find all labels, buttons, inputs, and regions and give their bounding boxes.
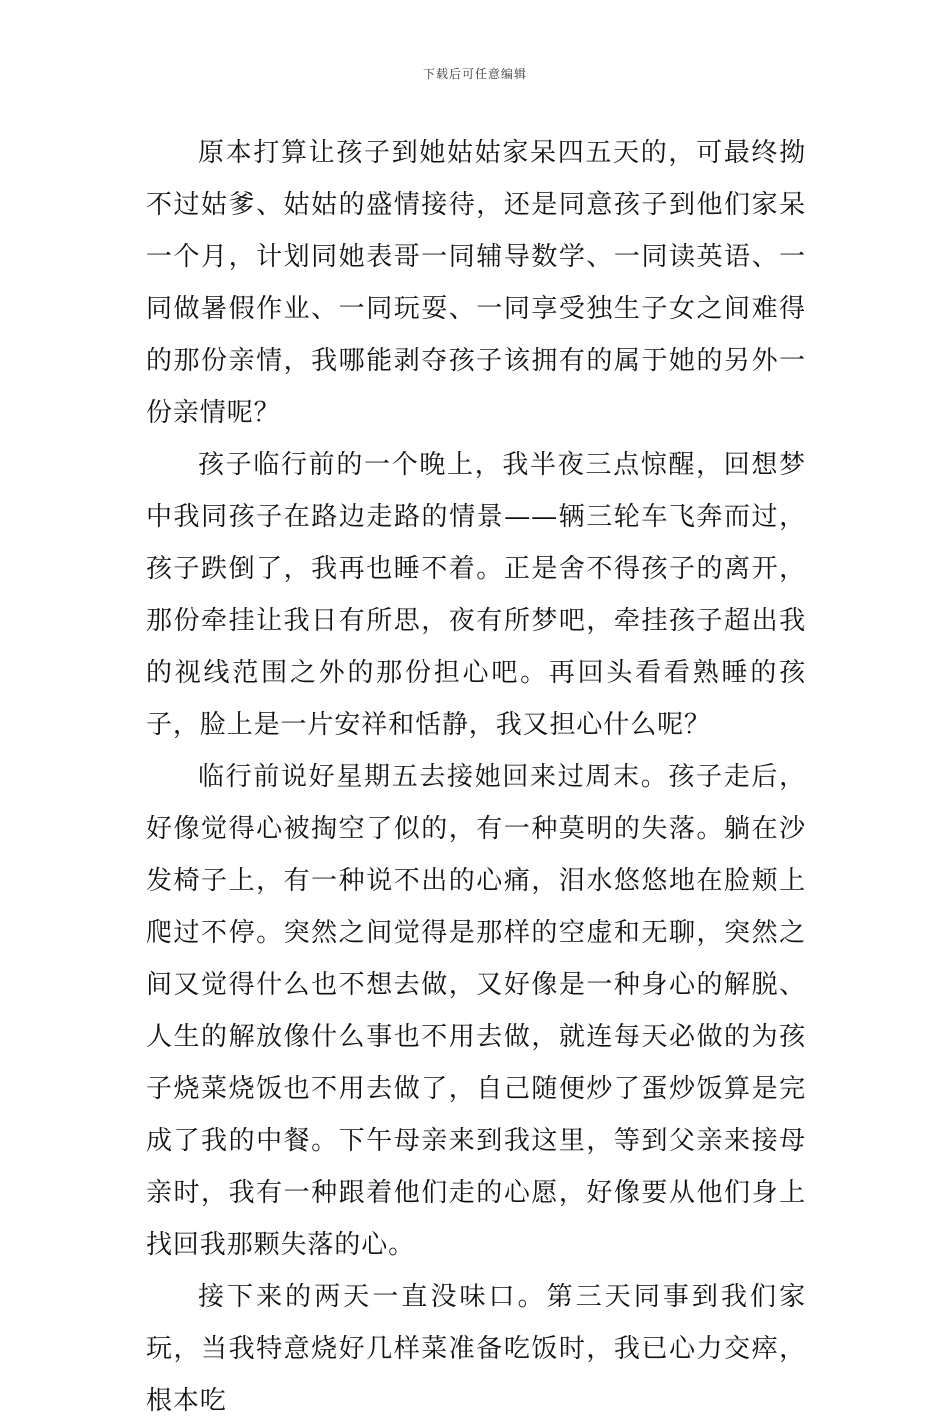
header-note: 下载后可任意编辑 — [422, 67, 527, 81]
paragraph-4: 接下来的两天一直没味口。第三天同事到我们家玩，当我特意烧好几样菜准备吃饭时，我已心力交瘁，根本吃 — [146, 1282, 806, 1416]
paragraph-1: 原本打算让孩子到她姑姑家呆四五天的，可最终拗不过姑爹、姑姑的盛情接待，还是同意孩子到他们家呆一个月，计划同她表哥一同辅导数学、一同读英语、一同做暑假作业、一同玩耍、一同享受独生子女之间难得的那份亲情，我哪能剥夺孩子该拥有的属于她的另外一份亲情呢？ — [146, 138, 806, 428]
paragraph-2: 孩子临行前的一个晚上，我半夜三点惊醒，回想梦中我同孩子在路边走路的情景——辆三轮车飞奔而过，孩子跌倒了，我再也睡不着。正是舍不得孩子的离开，那份牵挂让我日有所思，夜有所梦吧，牵挂孩子超出我的视线范围之外的那份担心吧。再回头看看熟睡的孩子，脸上是一片安祥和恬静，我又担心什么呢？ — [146, 450, 806, 740]
paragraph-3: 临行前说好星期五去接她回来过周末。孩子走后，好像觉得心被掏空了似的，有一种莫明的失落。躺在沙发椅子上，有一种说不出的心痛，泪水悠悠地在脸颊上爬过不停。突然之间觉得是那样的空虚和无聊，突然之间又觉得什么也不想去做，又好像是一种身心的解脱、人生的解放像什么事也不用去做，就连每天必做的为孩子烧菜烧饭也不用去做了，自己随便炒了蛋炒饭算是完成了我的中餐。下午母亲来到我这里，等到父亲来接母亲时，我有一种跟着他们走的心愿，好像要从他们身上找回我那颗失落的心。 — [146, 762, 806, 1260]
document-body — [146, 127, 806, 1427]
